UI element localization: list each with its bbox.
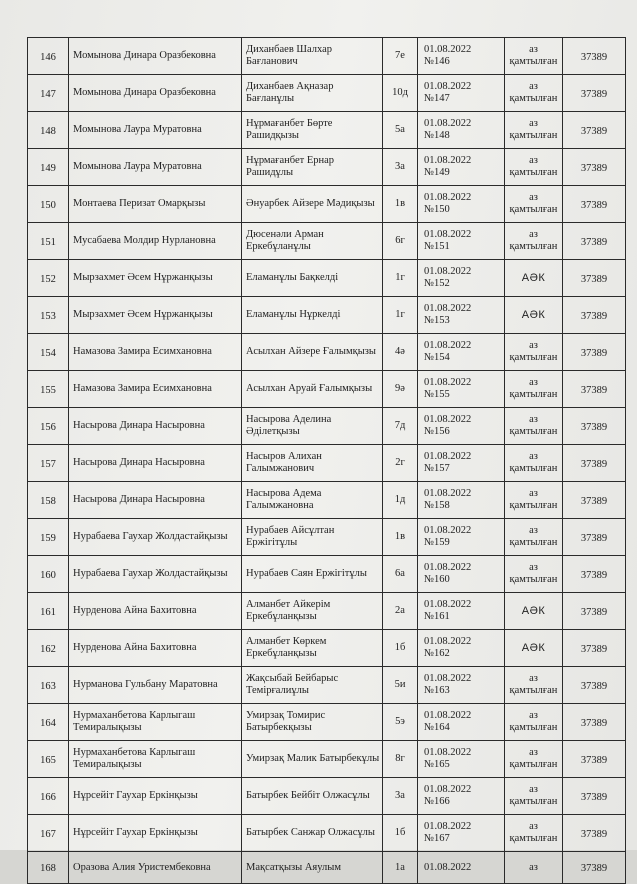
- order-date-cell: [418, 519, 505, 556]
- grade-cell: 1г: [383, 297, 418, 334]
- child-name-cell: Нурабаев Саян Ержігітұлы: [242, 556, 383, 593]
- order-date: 01.08.2022: [424, 81, 472, 92]
- grade-cell: 5э: [383, 704, 418, 741]
- parent-name-cell: Нурабаева Гаухар Жолдастайқызы: [69, 519, 242, 556]
- order-date-cell: [418, 260, 505, 297]
- status-cell: аз қамтылған: [505, 371, 563, 408]
- order-date: 01.08.2022: [424, 562, 472, 573]
- order-date: 01.08.2022: [424, 192, 472, 203]
- parent-name-cell: Момынова Динара Оразбековна: [69, 38, 242, 75]
- order-date-cell: [418, 445, 505, 482]
- grade-cell: 1г: [383, 260, 418, 297]
- row-number-cell: 154: [28, 334, 69, 371]
- parent-name-cell: Нурабаева Гаухар Жолдастайқызы: [69, 556, 242, 593]
- table-row: [28, 630, 626, 667]
- order-date: 01.08.2022: [424, 784, 472, 795]
- order-date: 01.08.2022: [424, 747, 472, 758]
- child-name-cell: Умирзақ Томирис Батырбекқызы: [242, 704, 383, 741]
- order-date-cell: [418, 741, 505, 778]
- parent-name-cell: Момынова Лаура Муратовна: [69, 149, 242, 186]
- order-date-cell: [418, 149, 505, 186]
- child-name-cell: Насырова Аделина Әділетқызы: [242, 408, 383, 445]
- row-number-cell: 148: [28, 112, 69, 149]
- child-name-cell: Диханбаев Ақназар Бағланұлы: [242, 75, 383, 112]
- order-date-cell: [418, 593, 505, 630]
- grade-cell: 1в: [383, 519, 418, 556]
- order-number: №164: [424, 722, 450, 733]
- child-name-cell: Батырбек Бейбіт Олжасұлы: [242, 778, 383, 815]
- code-cell: 37389: [563, 741, 626, 778]
- parent-name-cell: Нурманова Гульбану Маратовна: [69, 667, 242, 704]
- order-date-cell: [418, 38, 505, 75]
- order-date-cell: [418, 408, 505, 445]
- grade-cell: 1д: [383, 482, 418, 519]
- order-number: №149: [424, 167, 450, 178]
- order-number: №167: [424, 833, 450, 844]
- table-row: [28, 593, 626, 630]
- order-number: №166: [424, 796, 450, 807]
- order-date: 01.08.2022: [424, 861, 472, 873]
- code-cell: 37389: [563, 630, 626, 667]
- row-number-cell: 168: [28, 852, 69, 884]
- table-row: [28, 334, 626, 371]
- row-number-cell: 146: [28, 38, 69, 75]
- row-number-cell: 153: [28, 297, 69, 334]
- beneficiary-table: [27, 37, 626, 884]
- order-number: №161: [424, 611, 450, 622]
- status-cell: аз қамтылған: [505, 75, 563, 112]
- parent-name-cell: Оразова Алия Уристембековна: [69, 852, 242, 884]
- code-cell: 37389: [563, 223, 626, 260]
- order-date-cell: [418, 556, 505, 593]
- order-number: №165: [424, 759, 450, 770]
- parent-name-cell: Нурмаханбетова Карлыгаш Темиралықызы: [69, 704, 242, 741]
- order-date-cell: [418, 778, 505, 815]
- status-cell: аз қамтылған: [505, 149, 563, 186]
- table-row: [28, 556, 626, 593]
- child-name-cell: Асылхан Айзере Ғалымқызы: [242, 334, 383, 371]
- grade-cell: 5и: [383, 667, 418, 704]
- status-cell: аз қамтылған: [505, 112, 563, 149]
- child-name-cell: Әнуарбек Айзере Мәдиқызы: [242, 186, 383, 223]
- order-date: 01.08.2022: [424, 710, 472, 721]
- code-cell: 37389: [563, 371, 626, 408]
- order-date: 01.08.2022: [424, 821, 472, 832]
- parent-name-cell: Намазова Замира Есимхановна: [69, 334, 242, 371]
- row-number-cell: 160: [28, 556, 69, 593]
- order-number: №147: [424, 93, 450, 104]
- table-row: [28, 223, 626, 260]
- order-number: №160: [424, 574, 450, 585]
- row-number-cell: 152: [28, 260, 69, 297]
- order-number: №146: [424, 56, 450, 67]
- status-cell: аз қамтылған: [505, 519, 563, 556]
- status-cell: аз қамтылған: [505, 815, 563, 852]
- order-date: 01.08.2022: [424, 340, 472, 351]
- status-cell: аз қамтылған: [505, 778, 563, 815]
- child-name-cell: Еламанұлы Бақкелді: [242, 260, 383, 297]
- child-name-cell: Умирзақ Малик Батырбекұлы: [242, 741, 383, 778]
- order-number: №157: [424, 463, 450, 474]
- grade-cell: 1в: [383, 186, 418, 223]
- grade-cell: 1б: [383, 630, 418, 667]
- row-number-cell: 151: [28, 223, 69, 260]
- child-name-cell: Нурабаев Айсұлтан Ержігітұлы: [242, 519, 383, 556]
- order-date: 01.08.2022: [424, 266, 472, 277]
- order-number: №151: [424, 241, 450, 252]
- order-date-cell: [418, 815, 505, 852]
- code-cell: 37389: [563, 482, 626, 519]
- grade-cell: 5а: [383, 112, 418, 149]
- row-number-cell: 149: [28, 149, 69, 186]
- code-cell: 37389: [563, 75, 626, 112]
- code-cell: 37389: [563, 704, 626, 741]
- parent-name-cell: Момынова Лаура Муратовна: [69, 112, 242, 149]
- row-number-cell: 158: [28, 482, 69, 519]
- grade-cell: 10д: [383, 75, 418, 112]
- grade-cell: 3а: [383, 149, 418, 186]
- code-cell: 37389: [563, 149, 626, 186]
- table-row: [28, 38, 626, 75]
- child-name-cell: Асылхан Аруай Ғалымқызы: [242, 371, 383, 408]
- grade-cell: 7д: [383, 408, 418, 445]
- order-date-cell: [418, 482, 505, 519]
- order-date: 01.08.2022: [424, 673, 472, 684]
- order-date-cell: [418, 667, 505, 704]
- parent-name-cell: Намазова Замира Есимхановна: [69, 371, 242, 408]
- table-row: [28, 704, 626, 741]
- grade-cell: 7е: [383, 38, 418, 75]
- table-row: [28, 297, 626, 334]
- parent-name-cell: Нурденова Айна Бахитовна: [69, 630, 242, 667]
- row-number-cell: 162: [28, 630, 69, 667]
- order-number: №152: [424, 278, 450, 289]
- grade-cell: 2а: [383, 593, 418, 630]
- grade-cell: 8г: [383, 741, 418, 778]
- parent-name-cell: Нұрсейіт Гаухар Еркінқызы: [69, 815, 242, 852]
- child-name-cell: Нұрмағанбет Ернар Рашидұлы: [242, 149, 383, 186]
- table-row: [28, 408, 626, 445]
- order-date-cell: [418, 630, 505, 667]
- code-cell: 37389: [563, 556, 626, 593]
- order-number: №158: [424, 500, 450, 511]
- order-date: 01.08.2022: [424, 488, 472, 499]
- status-cell: аз қамтылған: [505, 408, 563, 445]
- child-name-cell: Нұрмағанбет Бөрте Рашидқызы: [242, 112, 383, 149]
- order-date: 01.08.2022: [424, 303, 472, 314]
- order-number: №153: [424, 315, 450, 326]
- order-number: №159: [424, 537, 450, 548]
- row-number-cell: 155: [28, 371, 69, 408]
- order-number: №148: [424, 130, 450, 141]
- table-row: [28, 667, 626, 704]
- order-date: 01.08.2022: [424, 44, 472, 55]
- row-number-cell: 157: [28, 445, 69, 482]
- grade-cell: 6г: [383, 223, 418, 260]
- order-date-cell: [418, 334, 505, 371]
- code-cell: 37389: [563, 852, 626, 884]
- status-cell: АӘК: [505, 593, 563, 630]
- status-cell: АӘК: [505, 630, 563, 667]
- status-cell: аз қамтылған: [505, 445, 563, 482]
- row-number-cell: 159: [28, 519, 69, 556]
- status-cell: аз қамтылған: [505, 482, 563, 519]
- row-number-cell: 163: [28, 667, 69, 704]
- order-number: №150: [424, 204, 450, 215]
- status-cell: аз қамтылған: [505, 38, 563, 75]
- status-cell: АӘК: [505, 297, 563, 334]
- row-number-cell: 165: [28, 741, 69, 778]
- table-row: [28, 741, 626, 778]
- table-row: [28, 519, 626, 556]
- child-name-cell: Насыров Алихан Галымжанович: [242, 445, 383, 482]
- row-number-cell: 156: [28, 408, 69, 445]
- table-body: [28, 38, 626, 884]
- code-cell: 37389: [563, 445, 626, 482]
- status-cell: аз қамтылған: [505, 667, 563, 704]
- parent-name-cell: Насырова Динара Насыровна: [69, 408, 242, 445]
- code-cell: 37389: [563, 334, 626, 371]
- status-cell: аз: [505, 852, 563, 884]
- child-name-cell: Диханбаев Шалхар Бағланович: [242, 38, 383, 75]
- status-cell: аз қамтылған: [505, 556, 563, 593]
- table-row: [28, 815, 626, 852]
- table-row: [28, 260, 626, 297]
- parent-name-cell: Момынова Динара Оразбековна: [69, 75, 242, 112]
- code-cell: 37389: [563, 778, 626, 815]
- child-name-cell: Батырбек Санжар Олжасұлы: [242, 815, 383, 852]
- grade-cell: 3а: [383, 778, 418, 815]
- row-number-cell: 166: [28, 778, 69, 815]
- table-row: [28, 482, 626, 519]
- order-date-cell: [418, 112, 505, 149]
- parent-name-cell: Нурденова Айна Бахитовна: [69, 593, 242, 630]
- grade-cell: 6а: [383, 556, 418, 593]
- code-cell: 37389: [563, 593, 626, 630]
- status-cell: АӘК: [505, 260, 563, 297]
- order-number: №154: [424, 352, 450, 363]
- child-name-cell: Алманбет Көркем Еркебұланқызы: [242, 630, 383, 667]
- status-cell: аз қамтылған: [505, 741, 563, 778]
- table-row: [28, 778, 626, 815]
- grade-cell: 2г: [383, 445, 418, 482]
- order-date: 01.08.2022: [424, 229, 472, 240]
- code-cell: 37389: [563, 519, 626, 556]
- parent-name-cell: Нұрсейіт Гаухар Еркінқызы: [69, 778, 242, 815]
- parent-name-cell: Насырова Динара Насыровна: [69, 482, 242, 519]
- order-date-cell: [418, 186, 505, 223]
- order-date-cell: [418, 75, 505, 112]
- code-cell: 37389: [563, 408, 626, 445]
- table-row: [28, 75, 626, 112]
- order-number: №162: [424, 648, 450, 659]
- parent-name-cell: Мырзахмет Әсем Нұржанқызы: [69, 297, 242, 334]
- status-cell: аз қамтылған: [505, 334, 563, 371]
- order-date: 01.08.2022: [424, 451, 472, 462]
- code-cell: 37389: [563, 815, 626, 852]
- order-date: 01.08.2022: [424, 599, 472, 610]
- grade-cell: 1б: [383, 815, 418, 852]
- child-name-cell: Насырова Адема Галымжановна: [242, 482, 383, 519]
- order-date-cell: [418, 297, 505, 334]
- child-name-cell: Мақсатқызы Аяулым: [242, 852, 383, 884]
- row-number-cell: 164: [28, 704, 69, 741]
- table-row: [28, 186, 626, 223]
- table-row: [28, 371, 626, 408]
- status-cell: аз қамтылған: [505, 704, 563, 741]
- row-number-cell: 161: [28, 593, 69, 630]
- parent-name-cell: Нурмаханбетова Карлыгаш Темиралықызы: [69, 741, 242, 778]
- order-number: №156: [424, 426, 450, 437]
- child-name-cell: Еламанұлы Нұркелді: [242, 297, 383, 334]
- row-number-cell: 150: [28, 186, 69, 223]
- order-number: №155: [424, 389, 450, 400]
- table-row: [28, 112, 626, 149]
- code-cell: 37389: [563, 667, 626, 704]
- order-date: 01.08.2022: [424, 525, 472, 536]
- order-date: 01.08.2022: [424, 377, 472, 388]
- code-cell: 37389: [563, 112, 626, 149]
- parent-name-cell: Мусабаева Молдир Нурлановна: [69, 223, 242, 260]
- parent-name-cell: Насырова Динара Насыровна: [69, 445, 242, 482]
- order-date: 01.08.2022: [424, 118, 472, 129]
- order-date-cell: [418, 852, 505, 884]
- code-cell: 37389: [563, 38, 626, 75]
- order-date: 01.08.2022: [424, 414, 472, 425]
- table-row: [28, 852, 626, 884]
- table-row: [28, 445, 626, 482]
- table-row: [28, 149, 626, 186]
- parent-name-cell: Монтаева Перизат Омарқызы: [69, 186, 242, 223]
- child-name-cell: Алманбет Айкерім Еркебұланқызы: [242, 593, 383, 630]
- code-cell: 37389: [563, 260, 626, 297]
- row-number-cell: 147: [28, 75, 69, 112]
- child-name-cell: Дюсенәли Арман Еркебұланұлы: [242, 223, 383, 260]
- grade-cell: 9ә: [383, 371, 418, 408]
- order-date: 01.08.2022: [424, 636, 472, 647]
- code-cell: 37389: [563, 186, 626, 223]
- status-cell: аз қамтылған: [505, 186, 563, 223]
- order-number: №163: [424, 685, 450, 696]
- order-date-cell: [418, 704, 505, 741]
- row-number-cell: 167: [28, 815, 69, 852]
- grade-cell: 4ә: [383, 334, 418, 371]
- parent-name-cell: Мырзахмет Әсем Нұржанқызы: [69, 260, 242, 297]
- order-date-cell: [418, 223, 505, 260]
- order-date-cell: [418, 371, 505, 408]
- grade-cell: 1а: [383, 852, 418, 884]
- code-cell: 37389: [563, 297, 626, 334]
- status-cell: аз қамтылған: [505, 223, 563, 260]
- child-name-cell: Жақсыбай Бейбарыс Темірғалиұлы: [242, 667, 383, 704]
- order-date: 01.08.2022: [424, 155, 472, 166]
